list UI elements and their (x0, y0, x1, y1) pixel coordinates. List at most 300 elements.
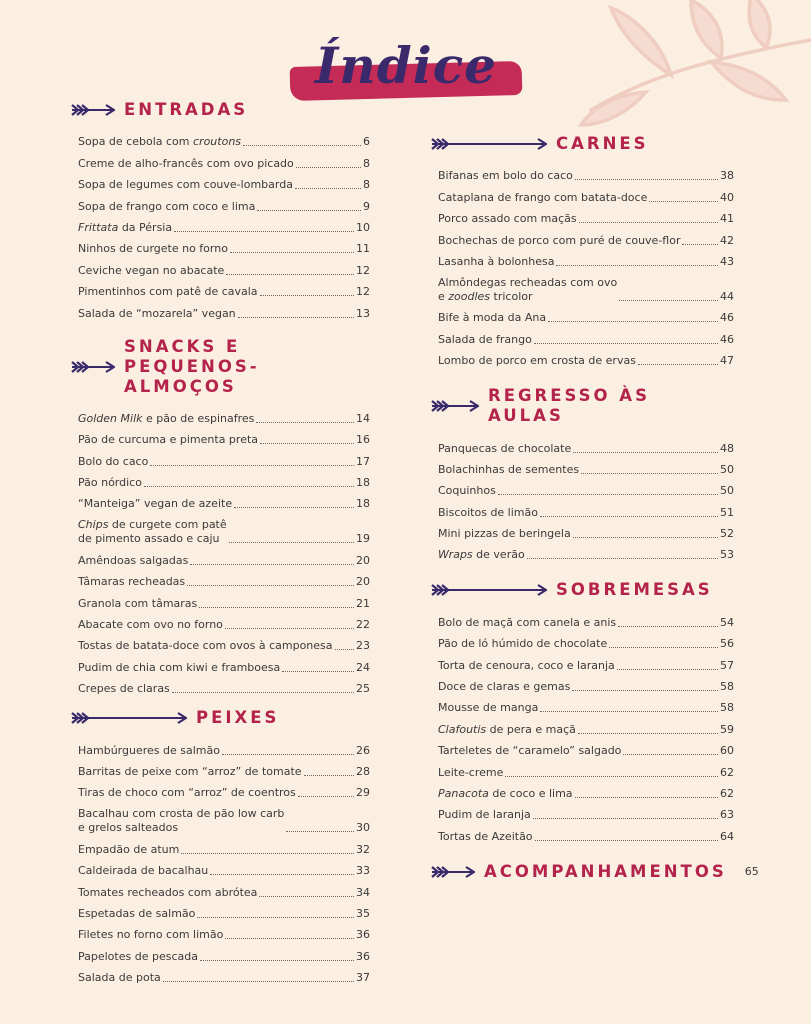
toc-entry[interactable] (78, 964, 370, 985)
toc-entry[interactable] (438, 780, 734, 801)
entry-title-text: Bolo de maçã com canela e anis (438, 615, 617, 629)
toc-entry[interactable] (78, 128, 370, 149)
entry-title-italic: Golden Milk (78, 411, 143, 425)
page-number: 10 (356, 220, 370, 234)
page-number: 33 (356, 864, 370, 878)
toc-entry[interactable] (438, 498, 734, 519)
page-number: 57 (720, 658, 734, 672)
dot-leader (172, 692, 354, 693)
toc-entry[interactable] (438, 822, 734, 843)
section (430, 861, 759, 882)
toc-entry[interactable] (78, 878, 370, 899)
dot-leader (230, 252, 354, 253)
toc-entry[interactable] (78, 278, 370, 299)
toc-entry[interactable] (438, 758, 734, 779)
entry-title-text: de curgete com patê de pimento assado e caju (78, 518, 227, 546)
entry-title (438, 234, 680, 248)
toc-entry[interactable] (438, 269, 734, 304)
entry-title-text: Tarteletes de “caramelo” salgado (438, 744, 622, 758)
page-number: 30 (356, 821, 370, 835)
dot-leader (534, 343, 718, 344)
entry-title (78, 886, 257, 900)
entry-title-text: Lombo de porco em crosta de ervas (438, 354, 636, 368)
page-number: 29 (356, 786, 370, 800)
page-number: 20 (356, 553, 370, 567)
page-number: 25 (356, 682, 370, 696)
section-title: CARNES (556, 134, 649, 153)
entry-title (78, 575, 185, 589)
dot-leader (335, 649, 354, 650)
dot-leader (618, 626, 718, 627)
dot-leader (581, 473, 718, 474)
toc-entry[interactable] (438, 541, 734, 562)
arrow-icon (430, 398, 480, 414)
page-number: 47 (720, 354, 734, 368)
entry-title-text: Tiras de choco com “arroz” de coentros (78, 786, 296, 800)
dot-leader (623, 754, 718, 755)
page-number: 62 (720, 786, 734, 800)
entry-title (78, 682, 170, 696)
toc-entry[interactable] (78, 568, 370, 589)
entry-title-text: Tortas de Azeitão (438, 829, 533, 843)
toc-entry[interactable] (438, 737, 734, 758)
dot-leader (682, 244, 718, 245)
dot-leader (649, 201, 718, 202)
section (430, 386, 734, 562)
entry-title-italic: zoodles (448, 289, 491, 303)
toc-entry[interactable] (438, 347, 734, 368)
entry-title-italic: Panacota (438, 786, 489, 800)
entry-title-text: Doce de claras e gemas (438, 680, 571, 694)
page-number: 60 (720, 744, 734, 758)
section-title: PEIXES (196, 708, 280, 728)
page-number: 40 (720, 190, 734, 204)
toc-entry[interactable] (78, 675, 370, 696)
toc-entry[interactable] (78, 546, 370, 567)
page-number: 12 (356, 263, 370, 277)
entry-title (438, 506, 538, 520)
entry-title-text: Bolo do caco (78, 454, 149, 468)
dot-leader (197, 917, 354, 918)
entry-title (438, 191, 647, 205)
page-number: 42 (720, 233, 734, 247)
toc-entry[interactable] (438, 456, 734, 477)
entry-title-italic: Clafoutis (438, 722, 487, 736)
entry-title (78, 950, 198, 964)
toc-entry[interactable] (438, 608, 734, 629)
arrow-icon (70, 102, 116, 118)
dot-leader (573, 537, 718, 538)
entry-title-text: de pera e maçã (486, 722, 576, 736)
dot-leader (210, 874, 354, 875)
entry-title (438, 659, 615, 673)
entry-title (78, 157, 294, 171)
dot-leader (578, 733, 718, 734)
dot-leader (282, 671, 354, 672)
dot-leader (298, 796, 354, 797)
toc-entry[interactable] (438, 248, 734, 269)
dot-leader (540, 516, 718, 517)
dot-leader (572, 690, 718, 691)
entry-title-text: Crepes de claras (78, 682, 170, 696)
toc-entry[interactable] (438, 673, 734, 694)
entry-title (78, 744, 220, 758)
entry-title (438, 744, 621, 758)
toc-entry[interactable] (438, 801, 734, 822)
entry-title (438, 766, 503, 780)
section-title: ENTRADAS (124, 100, 249, 119)
toc-entry[interactable] (78, 942, 370, 963)
entry-title-text: Tomates recheados com abrótea (78, 885, 258, 899)
entry-title (438, 442, 571, 456)
entry-title (438, 484, 496, 498)
dot-leader (296, 167, 361, 168)
section-heading (430, 580, 734, 600)
dot-leader (229, 542, 354, 543)
toc-entry[interactable] (438, 715, 734, 736)
entry-title (78, 178, 293, 192)
entry-title (78, 200, 255, 214)
entry-title (78, 554, 188, 568)
dot-leader (222, 754, 354, 755)
entry-title (438, 276, 617, 304)
entry-title-text: Bochechas de porco com puré de couve-flor (438, 233, 681, 247)
page-number: 21 (356, 596, 370, 610)
entry-title (438, 637, 607, 651)
entry-title (78, 928, 223, 942)
toc-entry[interactable] (78, 736, 370, 757)
entry-title-text: Hambúrgueres de salmão (78, 743, 220, 757)
toc-entry[interactable] (438, 434, 734, 455)
entry-title (78, 618, 223, 632)
dot-leader (257, 210, 361, 211)
index-title (286, 22, 526, 108)
dot-leader (535, 840, 718, 841)
entry-title (438, 830, 533, 844)
toc-entry[interactable] (78, 192, 370, 213)
page-number: 58 (720, 701, 734, 715)
entry-title (78, 786, 296, 800)
dot-leader (573, 452, 718, 453)
entry-list (430, 608, 734, 843)
entry-title-text: Salada de frango (438, 332, 532, 346)
entry-title-text: Pão nórdico (78, 476, 142, 490)
dot-leader (150, 465, 354, 466)
entry-title-text: Porco assado com maçãs (438, 212, 577, 226)
page-number: 62 (720, 765, 734, 779)
entry-title-text: Panquecas de chocolate (438, 441, 572, 455)
dot-leader (199, 607, 354, 608)
section (70, 337, 370, 697)
page-number: 63 (720, 808, 734, 822)
toc-entry[interactable] (78, 299, 370, 320)
entry-title-text: Mousse de manga (438, 701, 539, 715)
arrow-icon (70, 710, 188, 726)
toc-entry[interactable] (78, 511, 370, 546)
page-number: 46 (720, 311, 734, 325)
toc-entry[interactable] (78, 653, 370, 674)
toc-entry[interactable] (438, 304, 734, 325)
entry-title-text: Ceviche vegan no abacate (78, 263, 225, 277)
section (430, 134, 734, 368)
page-number: 54 (720, 615, 734, 629)
entry-title-text: Granola com tâmaras (78, 596, 198, 610)
entry-title-italic: Chips (78, 518, 109, 532)
entry-title-text: Tostas de batata-doce com ovos à camponesa (78, 639, 333, 653)
dot-leader (200, 960, 354, 961)
section-heading (70, 337, 370, 397)
dot-leader (295, 188, 361, 189)
left-column (70, 100, 370, 985)
entry-title-text: Creme de alho-francês com ovo picado (78, 156, 294, 170)
entry-title (78, 264, 224, 278)
entry-title (438, 333, 532, 347)
entry-title-text: Barritas de peixe com “arroz” de tomate (78, 764, 302, 778)
page-number: 51 (720, 505, 734, 519)
page-number: 23 (356, 639, 370, 653)
page-number: 59 (720, 722, 734, 736)
toc-entry[interactable] (438, 651, 734, 672)
page-number: 46 (720, 332, 734, 346)
toc-entry[interactable] (78, 758, 370, 779)
dot-leader (226, 274, 354, 275)
section-heading (430, 386, 734, 426)
section-heading (70, 708, 370, 728)
dot-leader (575, 179, 718, 180)
toc-entry[interactable] (78, 779, 370, 800)
dot-leader (505, 776, 718, 777)
entry-title (78, 135, 241, 149)
dot-leader (579, 222, 718, 223)
entry-title-text: Espetadas de salmão (78, 906, 196, 920)
toc-entry[interactable] (78, 490, 370, 511)
entry-title-text: Pão de ló húmido de chocolate (438, 637, 608, 651)
toc-entry[interactable] (78, 171, 370, 192)
entry-list (70, 128, 370, 321)
entry-title-text: Sopa de cebola com (78, 135, 193, 149)
entry-title (78, 843, 179, 857)
dot-leader (638, 364, 718, 365)
section (70, 100, 370, 321)
dot-leader (187, 585, 354, 586)
entry-list (70, 736, 370, 985)
dot-leader (556, 265, 718, 266)
dot-leader (225, 938, 354, 939)
toc-entry[interactable] (78, 835, 370, 856)
toc-entry[interactable] (78, 426, 370, 447)
entry-title (438, 616, 616, 630)
entry-title (438, 212, 577, 226)
entry-title-text: Caldeirada de bacalhau (78, 864, 209, 878)
entry-title-text: Cataplana de frango com batata-doce (438, 190, 648, 204)
toc-entry[interactable] (78, 256, 370, 277)
dot-leader (144, 486, 354, 487)
toc-entry[interactable] (78, 149, 370, 170)
section (430, 580, 734, 843)
dot-leader (225, 628, 354, 629)
entry-title-text: Pudim de chia com kiwi e framboesa (78, 660, 281, 674)
right-column (430, 134, 759, 882)
entry-title (78, 864, 208, 878)
entry-title (78, 497, 232, 511)
entry-title-text: Bolachinhas de sementes (438, 462, 580, 476)
page-title: Índice (315, 36, 497, 95)
entry-title (78, 307, 236, 321)
page-number: 20 (356, 575, 370, 589)
page-number: 43 (720, 254, 734, 268)
entry-title (438, 701, 538, 715)
toc-entry[interactable] (78, 857, 370, 878)
toc-entry[interactable] (78, 214, 370, 235)
entry-title (438, 169, 573, 183)
page-number: 32 (356, 842, 370, 856)
toc-entry[interactable] (438, 226, 734, 247)
section-heading (430, 134, 734, 154)
arrow-icon (430, 864, 476, 880)
entry-title (78, 433, 258, 447)
toc-entry[interactable] (438, 325, 734, 346)
toc-entry[interactable] (78, 589, 370, 610)
dot-leader (286, 831, 354, 832)
dot-leader (190, 564, 354, 565)
page-number: 28 (356, 764, 370, 778)
toc-entry[interactable] (78, 447, 370, 468)
entry-title-text: Sopa de frango com coco e lima (78, 199, 256, 213)
entry-title-text: Ninhos de curgete no forno (78, 242, 228, 256)
page-number: 36 (356, 928, 370, 942)
page-number: 8 (363, 178, 370, 192)
dot-leader (238, 317, 354, 318)
entry-title-text: tricolor (490, 289, 533, 303)
entry-title (438, 463, 579, 477)
entry-title-text: Papelotes de pescada (78, 949, 198, 963)
toc-entry[interactable] (78, 632, 370, 653)
dot-leader (256, 422, 354, 423)
entry-title-text: Sopa de legumes com couve-lombarda (78, 178, 293, 192)
page-number: 13 (356, 306, 370, 320)
page-number: 58 (720, 680, 734, 694)
page-number: 6 (363, 135, 370, 149)
entry-title-text: Mini pizzas de beringela (438, 527, 571, 541)
entry-title (78, 807, 284, 835)
section-title: ACOMPANHAMENTOS (484, 861, 727, 881)
page-number: 41 (720, 212, 734, 226)
dot-leader (498, 494, 718, 495)
entry-title (78, 242, 228, 256)
dot-leader (174, 231, 354, 232)
entry-title-text: Abacate com ovo no forno (78, 618, 223, 632)
entry-title (78, 661, 280, 675)
entry-title (78, 285, 258, 299)
section-page-number: 65 (744, 864, 759, 878)
dot-leader (304, 775, 354, 776)
entry-title (78, 221, 172, 235)
toc-entry[interactable] (438, 477, 734, 498)
section-title: SOBREMESAS (556, 580, 713, 600)
entry-title-text: Bife à moda da Ana (438, 311, 547, 325)
toc-entry[interactable] (78, 800, 370, 835)
toc-entry[interactable] (438, 630, 734, 651)
page-number: 8 (363, 156, 370, 170)
entry-title (78, 907, 195, 921)
dot-leader (234, 507, 354, 508)
toc-entry[interactable] (78, 405, 370, 426)
dot-leader (260, 295, 354, 296)
entry-title-text: da Pérsia (118, 220, 173, 234)
page-number: 18 (356, 497, 370, 511)
entry-title (438, 723, 576, 737)
page-number: 36 (356, 949, 370, 963)
toc-entry[interactable] (78, 611, 370, 632)
dot-leader (163, 981, 354, 982)
entry-title-text: Pimentinhos com patê de cavala (78, 285, 258, 299)
section-heading (430, 861, 759, 882)
toc-entry[interactable] (438, 183, 734, 204)
entry-title-text: Biscoitos de limão (438, 505, 538, 519)
page-number: 14 (356, 411, 370, 425)
dot-leader (548, 321, 718, 322)
toc-entry[interactable] (78, 469, 370, 490)
dot-leader (181, 853, 354, 854)
toc-entry[interactable] (438, 520, 734, 541)
entry-title-text: Amêndoas salgadas (78, 553, 189, 567)
toc-entry[interactable] (438, 162, 734, 183)
page-number: 22 (356, 618, 370, 632)
toc-entry[interactable] (438, 205, 734, 226)
toc-entry[interactable] (78, 921, 370, 942)
section-title: SNACKS E PEQUENOS-ALMOÇOS (124, 336, 260, 396)
leaf-branch-decoration (551, 0, 811, 150)
entry-title-text: Coquinhos (438, 484, 496, 498)
entry-title (438, 311, 546, 325)
entry-list (430, 434, 734, 562)
entry-title (438, 787, 573, 801)
entry-title-text: Tâmaras recheadas (78, 575, 186, 589)
entry-title-text: “Manteiga” vegan de azeite (78, 497, 233, 511)
entry-title-text: Lasanha à bolonhesa (438, 254, 555, 268)
page-number: 26 (356, 743, 370, 757)
entry-title (438, 808, 531, 822)
entry-title-text: Pudim de laranja (438, 808, 531, 822)
dot-leader (609, 647, 718, 648)
entry-title-text: Filetes no forno com limão (78, 928, 224, 942)
dot-leader (533, 818, 718, 819)
entry-title-text: Almôndegas recheadas com ovo e (438, 275, 618, 303)
page-number: 24 (356, 660, 370, 674)
dot-leader (540, 711, 718, 712)
entry-title-italic: croutons (193, 135, 242, 149)
entry-title-text: e pão de espinafres (142, 411, 255, 425)
dot-leader (619, 300, 718, 301)
entry-list (70, 405, 370, 697)
entry-title-text: de coco e lima (488, 786, 573, 800)
toc-entry[interactable] (438, 694, 734, 715)
entry-title-text: Leite-creme (438, 765, 504, 779)
entry-title-text: Pão de curcuma e pimenta preta (78, 433, 259, 447)
entry-title (78, 455, 148, 469)
entry-title (78, 476, 142, 490)
page-number: 18 (356, 476, 370, 490)
dot-leader (575, 797, 718, 798)
entry-title-text: Torta de cenoura, coco e laranja (438, 658, 615, 672)
page-number: 50 (720, 484, 734, 498)
toc-entry[interactable] (78, 900, 370, 921)
toc-entry[interactable] (78, 235, 370, 256)
page-number: 44 (720, 289, 734, 303)
arrow-icon (430, 136, 548, 152)
entry-title-italic: Wraps (438, 548, 473, 562)
entry-title-text: Bifanas em bolo do caco (438, 169, 573, 183)
